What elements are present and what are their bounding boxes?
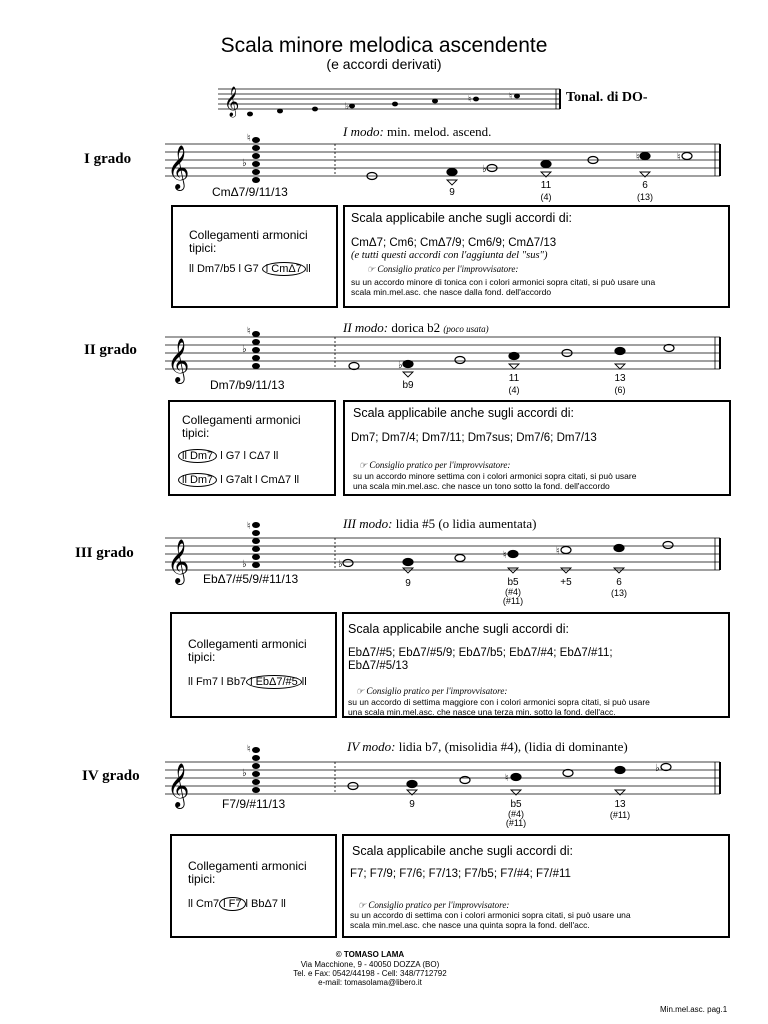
- svg-text:♮: ♮: [509, 92, 513, 102]
- collegamenti-box: [168, 400, 336, 496]
- svg-text:♭: ♭: [345, 102, 350, 112]
- grado-label: III grado: [75, 545, 134, 561]
- degree-label: 13: [614, 799, 626, 810]
- pointing-hand-icon: ☞: [358, 900, 367, 910]
- scala-box: [343, 205, 730, 308]
- modo-label: II modo: dorica b2 (poco usata): [343, 320, 489, 335]
- svg-text:♮: ♮: [468, 95, 472, 105]
- staff-3: [165, 538, 720, 570]
- pointing-hand-icon: ☞: [367, 264, 376, 274]
- degree-label: 9: [409, 799, 415, 810]
- degree-label: 6: [616, 577, 622, 588]
- degree-label: b5: [507, 577, 519, 588]
- collegamenti-title: Collegamenti armonici tipici:: [188, 859, 307, 886]
- degree-label: (4): [508, 385, 520, 395]
- chord-name: F7/9/#11/13: [222, 797, 286, 811]
- degree-label: 9: [405, 578, 411, 589]
- footer-email: e-mail: tomasolama@libero.it: [318, 978, 422, 987]
- treble-clef-icon: 𝄞: [167, 763, 190, 807]
- tip-line: su un accordo di settima con i colori armonici sopra citati, si può usare una: [350, 910, 631, 920]
- staff-2: [165, 337, 720, 369]
- progression: ll Dm7/b5 l G7 l CmΔ7 ll: [189, 263, 311, 275]
- footer-address: Via Macchione, 9 - 40050 DOZZA (BO): [300, 960, 440, 969]
- grado-label: I grado: [84, 151, 132, 167]
- svg-text:♭: ♭: [242, 158, 247, 169]
- scala-title: Scala applicabile anche sugli accordi di:: [352, 844, 573, 858]
- chord-list: CmΔ7; Cm6; CmΔ7/9; Cm6/9; CmΔ7/13: [351, 237, 557, 249]
- svg-text:♮: ♮: [503, 550, 507, 561]
- chord-list: EbΔ7/#5; EbΔ7/#5/9; EbΔ7/b5; EbΔ7/#4; EbΔ7/#11;: [348, 647, 613, 659]
- scala-title: Scala applicabile anche sugli accordi di:: [353, 406, 574, 420]
- scala-title: Scala applicabile anche sugli accordi di:: [348, 622, 569, 636]
- svg-text:♭: ♭: [242, 559, 247, 570]
- degree-label: 6: [642, 180, 648, 191]
- svg-text:♭: ♭: [482, 164, 487, 175]
- scala-box: [342, 834, 730, 938]
- degree-label: 13: [614, 373, 626, 384]
- progression: ll Dm7 l G7 l CΔ7 ll: [178, 450, 278, 462]
- scala-title: Scala applicabile anche sugli accordi di:: [351, 211, 572, 225]
- scala-box: [343, 400, 731, 496]
- degree-label: 9: [449, 187, 455, 198]
- treble-clef-icon: 𝄞: [167, 338, 190, 382]
- staff-4: [165, 762, 720, 794]
- treble-clef-icon: 𝄞: [224, 87, 240, 117]
- collegamenti-title: Collegamenti armonici tipici:: [182, 413, 301, 440]
- degree-label: b5: [510, 799, 522, 810]
- collegamenti-box: [171, 205, 338, 308]
- progression: ll Cm7 l F7 l BbΔ7 ll: [188, 898, 286, 910]
- tip-line: su un accordo di settima maggiore con i colori armonici sopra citati, si può usare: [348, 697, 650, 707]
- svg-text:♮: ♮: [247, 744, 251, 755]
- degree-label: (#11): [505, 818, 527, 828]
- chord-list: EbΔ7/#5/13: [348, 660, 409, 672]
- svg-text:♭: ♭: [338, 559, 343, 570]
- chord-name: CmΔ7/9/11/13: [212, 185, 288, 199]
- tip-line: su un accordo minore di tonica con i colori armonici sopra citati, si può usare una: [351, 277, 656, 287]
- page-title: Scala minore melodica ascendente: [220, 34, 548, 57]
- degree-label: (#4): [507, 809, 524, 819]
- chord-name: Dm7/b9/11/13: [210, 378, 285, 392]
- scala-box: [342, 612, 730, 718]
- page-subtitle: (e accordi derivati): [326, 56, 442, 72]
- svg-text:♮: ♮: [636, 152, 640, 163]
- degree-label: +5: [560, 577, 572, 588]
- pointing-hand-icon: ☞: [356, 686, 365, 696]
- footer-phone: Tel. e Fax: 0542/44198 - Cell: 348/7712792: [293, 969, 447, 978]
- page-number: Min.mel.asc. pag.1: [660, 1005, 728, 1014]
- sus-note: (e tutti questi accordi con l'aggiunta del "sus"): [351, 250, 548, 261]
- svg-text:♮: ♮: [677, 152, 681, 163]
- collegamenti-box: [170, 612, 337, 718]
- grado-label: IV grado: [82, 768, 140, 784]
- svg-text:♮: ♮: [247, 326, 251, 337]
- degree-label: (#11): [502, 596, 524, 606]
- svg-text:♮: ♮: [556, 546, 560, 557]
- svg-text:♭: ♭: [242, 344, 247, 355]
- pointing-hand-icon: ☞: [359, 460, 368, 470]
- chord-list: Dm7; Dm7/4; Dm7/11; Dm7sus; Dm7/6; Dm7/13: [351, 432, 597, 444]
- svg-text:♮: ♮: [505, 773, 509, 784]
- tip-line: una scala min.mel.asc. che nasce una terza min. sotto la fond. dell'acc.: [348, 707, 616, 717]
- consiglio-label: ☞ Consiglio pratico per l'improvvisatore:: [358, 900, 510, 910]
- degree-label: (#11): [609, 810, 631, 820]
- tip-line: una scala min.mel.asc. che nasce un tono sotto la fond. dell'accordo: [353, 481, 610, 491]
- grado-label: II grado: [84, 342, 137, 358]
- svg-text:♭: ♭: [398, 360, 403, 371]
- consiglio-label: ☞ Consiglio pratico per l'improvvisatore:: [359, 460, 511, 470]
- consiglio-label: ☞ Consiglio pratico per l'improvvisatore:: [356, 686, 508, 696]
- degree-label: (#4): [504, 587, 521, 597]
- chord-list: F7; F7/9; F7/6; F7/13; F7/b5; F7/#4; F7/#11: [350, 868, 571, 880]
- svg-text:♭: ♭: [242, 768, 247, 779]
- svg-text:♮: ♮: [247, 133, 251, 144]
- modo-label: IV modo: lidia b7, (misolidia #4), (lidia di dominante): [347, 739, 628, 754]
- tip-line: su un accordo minore settima con i colori armonici sopra citati, si può usare: [353, 471, 637, 481]
- collegamenti-title: Collegamenti armonici tipici:: [189, 228, 308, 255]
- svg-text:♮: ♮: [247, 521, 251, 532]
- progression: ll Fm7 l Bb7 l EbΔ7/#5 ll: [188, 676, 307, 688]
- footer-copyright: © TOMASO LAMA: [335, 950, 405, 959]
- consiglio-label: ☞ Consiglio pratico per l'improvvisatore:: [367, 264, 519, 274]
- modo-label: I modo: min. melod. ascend.: [343, 124, 492, 139]
- chord-name: EbΔ7/#5/9/#11/13: [203, 572, 299, 586]
- tonality-label: Tonal. di DO-: [566, 90, 648, 105]
- treble-clef-icon: 𝄞: [167, 539, 190, 583]
- tip-line: scala min.mel.asc. che nasce dalla fond. dell'accordo: [351, 287, 552, 297]
- degree-label: (4): [540, 192, 552, 202]
- degree-label: b9: [402, 380, 414, 391]
- degree-label: (13): [636, 192, 653, 202]
- svg-text:♭: ♭: [655, 763, 660, 774]
- tip-line: scala min.mel.asc. che nasce una quinta sopra la fond. dell'acc.: [350, 920, 590, 930]
- degree-label: 11: [540, 180, 552, 191]
- collegamenti-box: [170, 834, 337, 938]
- degree-label: 11: [508, 373, 520, 384]
- collegamenti-title: Collegamenti armonici tipici:: [188, 637, 307, 664]
- modo-label: III modo: lidia #5 (o lidia aumentata): [343, 516, 537, 531]
- progression: ll Dm7 l G7alt l CmΔ7 ll: [178, 474, 299, 486]
- degree-label: (6): [614, 385, 626, 395]
- treble-clef-icon: 𝄞: [167, 145, 190, 189]
- degree-label: (13): [610, 588, 627, 598]
